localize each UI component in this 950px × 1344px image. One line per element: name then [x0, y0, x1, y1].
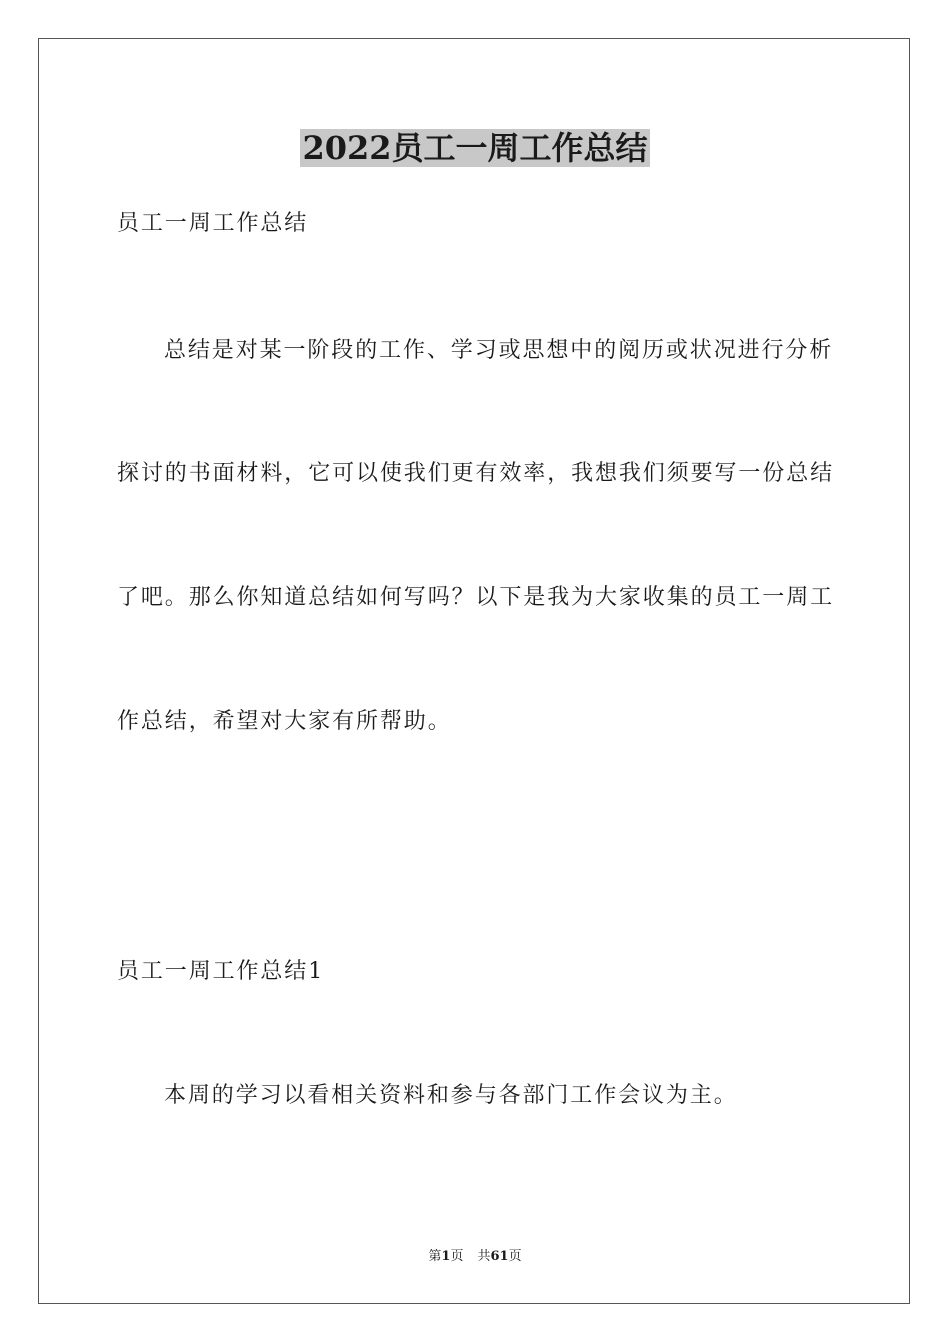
document-title: [0, 128, 950, 168]
footer-page-suffix: 页: [450, 1249, 464, 1264]
intro-line-1: 总结是对某一阶段的工作、学习或思想中的阅历或状况进行分析: [164, 338, 834, 363]
footer-total-pages: 61: [490, 1249, 509, 1264]
footer-page-prefix: 第: [428, 1249, 442, 1264]
intro-line-4: 作总结，希望对大家有所帮助。: [117, 709, 452, 734]
document-subtitle: 员工一周工作总结: [117, 211, 309, 236]
intro-line-3: 了吧。那么你知道总结如何写吗？以下是我为大家收集的员工一周工: [117, 585, 835, 610]
footer-total-prefix: 共: [477, 1249, 491, 1264]
section-1-heading: 员工一周工作总结1: [117, 959, 325, 984]
section-1-paragraph: 本周的学习以看相关资料和参与各部门工作会议为主。: [164, 1083, 738, 1108]
footer-total-suffix: 页: [508, 1249, 522, 1264]
page-footer: [0, 1248, 950, 1266]
intro-line-2: 探讨的书面材料，它可以使我们更有效率，我想我们须要写一份总结: [117, 461, 835, 486]
document-title-text: 2022员工一周工作总结: [302, 129, 648, 167]
footer-page-number: 1: [441, 1249, 451, 1264]
